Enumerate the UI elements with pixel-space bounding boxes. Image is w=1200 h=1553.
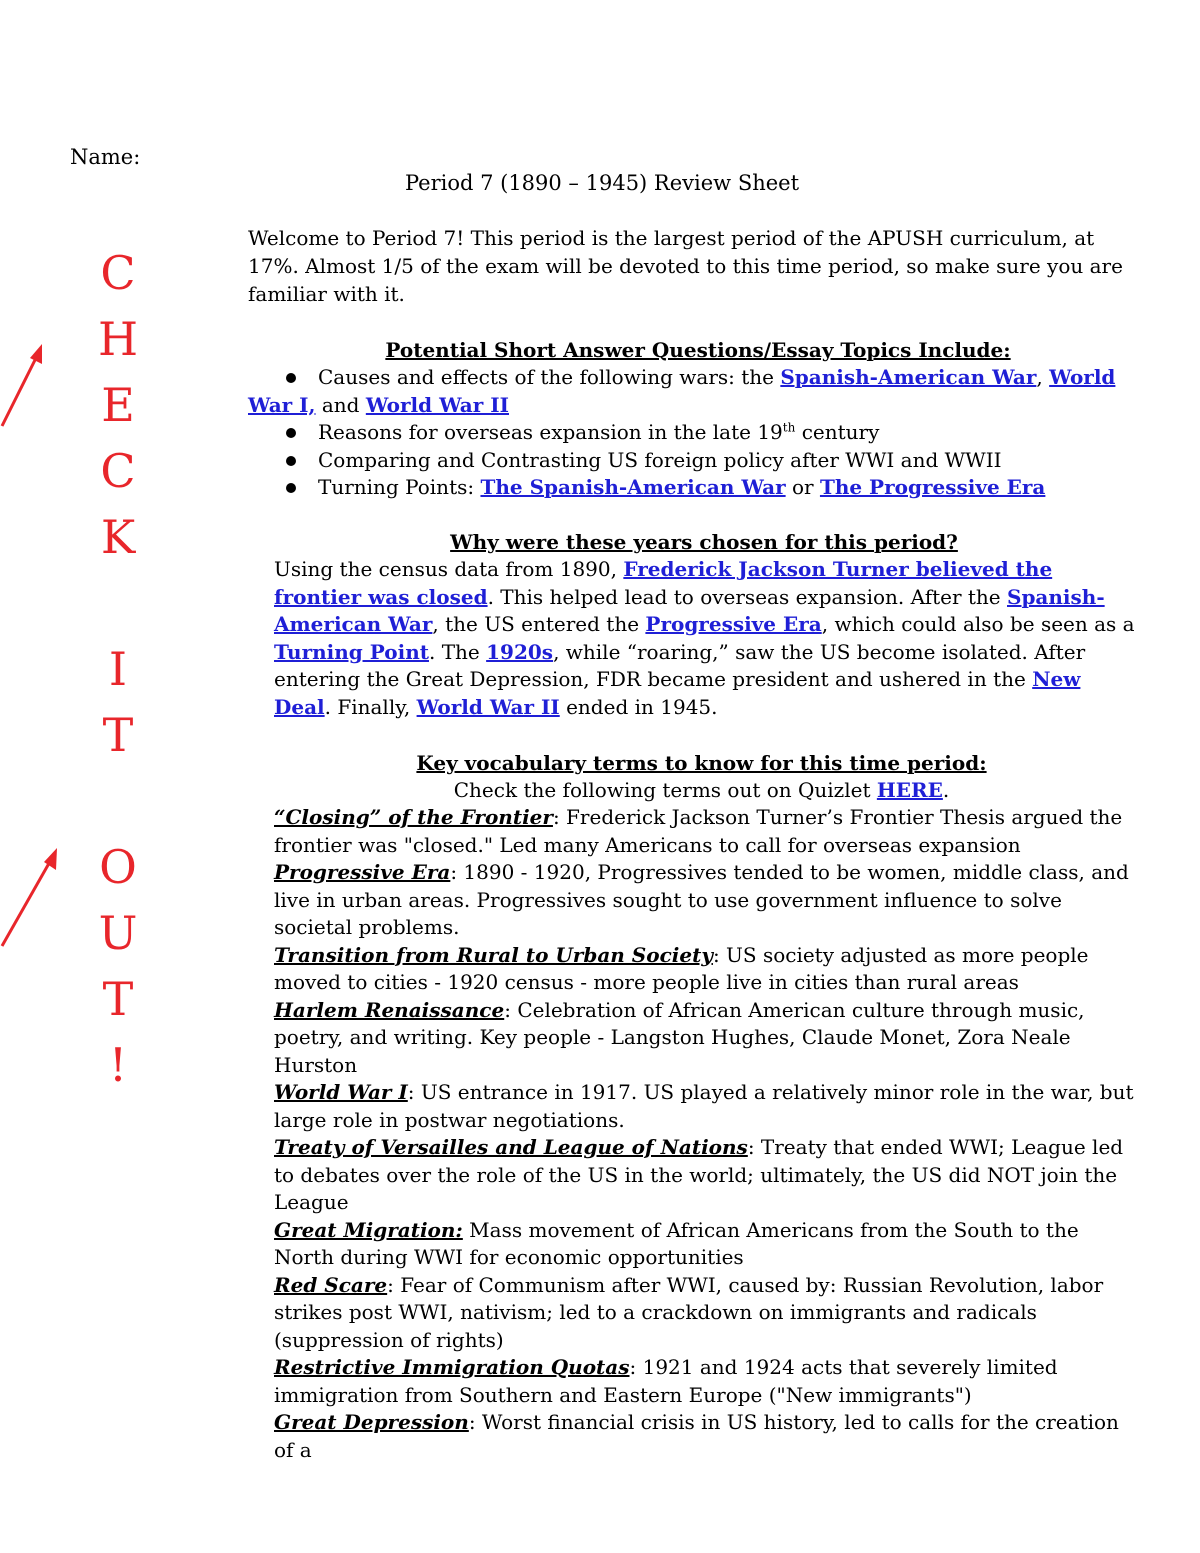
- list-item: [248, 364, 1148, 419]
- bullet-icon: [286, 483, 296, 493]
- vocab-term: Great Depression: [274, 1410, 469, 1434]
- link-turning-point-spanish-american-war[interactable]: The Spanish-American War: [480, 475, 786, 499]
- annotation-letter: O: [99, 840, 137, 894]
- quizlet-line: [274, 777, 1129, 805]
- link-progressive-era-2[interactable]: Progressive Era: [645, 612, 822, 636]
- annotation-letter: [88, 570, 148, 636]
- vocab-entry: [274, 1217, 1144, 1272]
- link-world-war-1[interactable]: World War I,: [248, 365, 1116, 417]
- link-world-war-2-b[interactable]: World War II: [416, 694, 560, 719]
- vocab-entry: [274, 1272, 1144, 1355]
- paragraph-text: . This helped lead to overseas expansion. After the: [487, 584, 1007, 609]
- annotation-letter: T: [102, 972, 134, 1026]
- vocab-entry: [274, 1354, 1144, 1409]
- vocab-entry: [274, 859, 1144, 942]
- vocab-term: Restrictive Immigration Quotas: [274, 1355, 630, 1379]
- vocab-definition: : Frederick Jackson Turner’s Frontier Thesis argued the frontier was "closed." Led many Americans to call for overseas expansion: [274, 805, 1123, 857]
- quizlet-text: .: [942, 778, 950, 802]
- link-new-deal[interactable]: New Deal: [274, 667, 1081, 719]
- page-title: Period 7 (1890 – 1945) Review Sheet: [404, 171, 800, 195]
- vocab-definition: : Worst financial crisis in US history, led to calls for the creation of a: [274, 1410, 1119, 1462]
- why-paragraph: [274, 556, 1144, 721]
- bullet-icon: [286, 373, 296, 383]
- topics-list: [248, 364, 1148, 502]
- paragraph-text: , the US entered the: [432, 612, 646, 636]
- vocab-definition: : 1921 and 1924 acts that severely limited immigration from Southern and Eastern Europe ("New immigrants"): [274, 1355, 1058, 1407]
- paragraph-text: , while “roaring,” saw the US become isolated. After entering the Great Depression, FDR became president and ushered in the: [274, 639, 1086, 691]
- paragraph-text: , which could also be seen as a: [821, 612, 1135, 636]
- paragraph-text: Using the census data from 1890,: [274, 557, 624, 581]
- bullet-icon: [286, 456, 296, 466]
- link-1920s[interactable]: 1920s: [486, 639, 554, 664]
- intro-paragraph: Welcome to Period 7! This period is the largest period of the APUSH curriculum, at 17%. Almost 1/5 of the exam will be devoted to this time period, so make sure you are familiar with it.: [248, 226, 1123, 306]
- list-item-text: Turning Points:: [318, 475, 481, 499]
- link-progressive-era[interactable]: The Progressive Era: [819, 475, 1046, 499]
- vocab-definition: : US entrance in 1917. US played a relatively minor role in the war, but large role in postwar negotiations.: [274, 1080, 1134, 1132]
- vocab-heading-wrap: [274, 749, 1129, 805]
- quizlet-text: Check the following terms out on Quizlet: [453, 778, 877, 802]
- list-item-text: Comparing and Contrasting US foreign policy after WWI and WWII: [318, 447, 1002, 472]
- bullet-icon: [286, 428, 296, 438]
- vocab-entry: [274, 1409, 1144, 1464]
- vocab-entry: [274, 997, 1144, 1080]
- annotation-arrow-bottom: [0, 842, 70, 952]
- short-answer-heading: Potential Short Answer Questions/Essay Topics Include:: [385, 338, 1011, 362]
- link-turning-point[interactable]: Turning Point: [274, 639, 429, 664]
- annotation-letter: [88, 768, 148, 834]
- list-item: [248, 447, 1148, 475]
- vocab-definition: : US society adjusted as more people moved to cities - 1920 census - more people live in cities than rural areas: [274, 942, 1089, 994]
- annotation-letter: U: [98, 906, 138, 960]
- why-heading: Why were these years chosen for this period?: [450, 530, 958, 554]
- vocab-list: [274, 804, 1144, 1464]
- vocab-entry: [274, 1079, 1144, 1134]
- vocab-definition: : Fear of Communism after WWI, caused by: Russian Revolution, labor strikes post WWI, nativism; led to a crackdown on immigrants and radicals (suppression of rights): [274, 1272, 1104, 1352]
- annotation-letter: H: [97, 312, 139, 366]
- paragraph-text: ended in 1945.: [559, 694, 718, 719]
- list-item-text: Reasons for overseas expansion in the late 19: [318, 420, 783, 444]
- vocab-definition: : 1890 - 1920, Progressives tended to be women, middle class, and live in urban areas. Progressives sought to use government influence to solve societal problems.: [274, 860, 1129, 939]
- vocab-term: Treaty of Versailles and League of Nations: [274, 1135, 748, 1159]
- vocab-term: Progressive Era: [274, 860, 451, 884]
- link-turner-frontier[interactable]: Frederick Jackson Turner believed the frontier was closed: [274, 557, 1053, 609]
- annotation-letter: C: [100, 444, 136, 498]
- annotation-letter: K: [100, 510, 136, 564]
- list-item-text: or: [785, 475, 820, 499]
- quizlet-link[interactable]: HERE: [876, 778, 943, 802]
- why-heading-wrap: [274, 528, 1134, 556]
- vocab-definition: Mass movement of African Americans from the South to the North during WWI for economic opportunities: [274, 1217, 1079, 1269]
- annotation-letter: !: [108, 1038, 128, 1092]
- vocab-term: World War I: [274, 1080, 408, 1104]
- vocab-heading: Key vocabulary terms to know for this time period:: [416, 751, 987, 775]
- vocab-definition: : Celebration of African American culture through music, poetry, and writing. Key people - Langston Hughes, Claude Monet, Zora Neale Hurston: [274, 997, 1085, 1077]
- vocab-term: “Closing” of the Frontier: [274, 805, 553, 829]
- link-world-war-2[interactable]: World War II: [365, 392, 509, 417]
- vocab-entry: [274, 804, 1144, 859]
- vocab-entry: [274, 1134, 1144, 1217]
- list-item-text: Causes and effects of the following wars: the: [318, 365, 781, 389]
- vocab-definition: : Treaty that ended WWI; League led to debates over the role of the US in the world; ultimately, the US did NOT join the League: [274, 1135, 1124, 1214]
- vocab-entry: [274, 942, 1144, 997]
- vocab-term: Great Migration:: [274, 1217, 463, 1242]
- list-item-text: century: [795, 420, 880, 444]
- vocab-term: Harlem Renaissance: [274, 997, 505, 1022]
- superscript: th: [782, 420, 796, 435]
- link-spanish-american-war-2[interactable]: Spanish-American War: [274, 584, 1105, 636]
- annotation-arrow-top: [0, 340, 60, 430]
- check-it-out-annotation: [88, 240, 148, 1098]
- list-item-text: ,: [1036, 365, 1050, 389]
- short-answer-section: [248, 336, 1148, 502]
- list-item: [248, 474, 1148, 502]
- link-spanish-american-war[interactable]: Spanish-American War: [780, 365, 1037, 389]
- paragraph-text: . The: [428, 639, 487, 664]
- name-label: Name:: [70, 145, 141, 169]
- vocab-term: Transition from Rural to Urban Society: [274, 942, 713, 967]
- annotation-letter: T: [102, 708, 134, 762]
- paragraph-text: . Finally,: [324, 694, 417, 719]
- list-item-text: and: [315, 392, 366, 417]
- list-item: [248, 419, 1148, 447]
- annotation-letter: I: [108, 642, 128, 696]
- annotation-letter: C: [100, 246, 136, 300]
- vocab-term: Red Scare: [274, 1272, 388, 1297]
- annotation-letter: E: [101, 378, 135, 432]
